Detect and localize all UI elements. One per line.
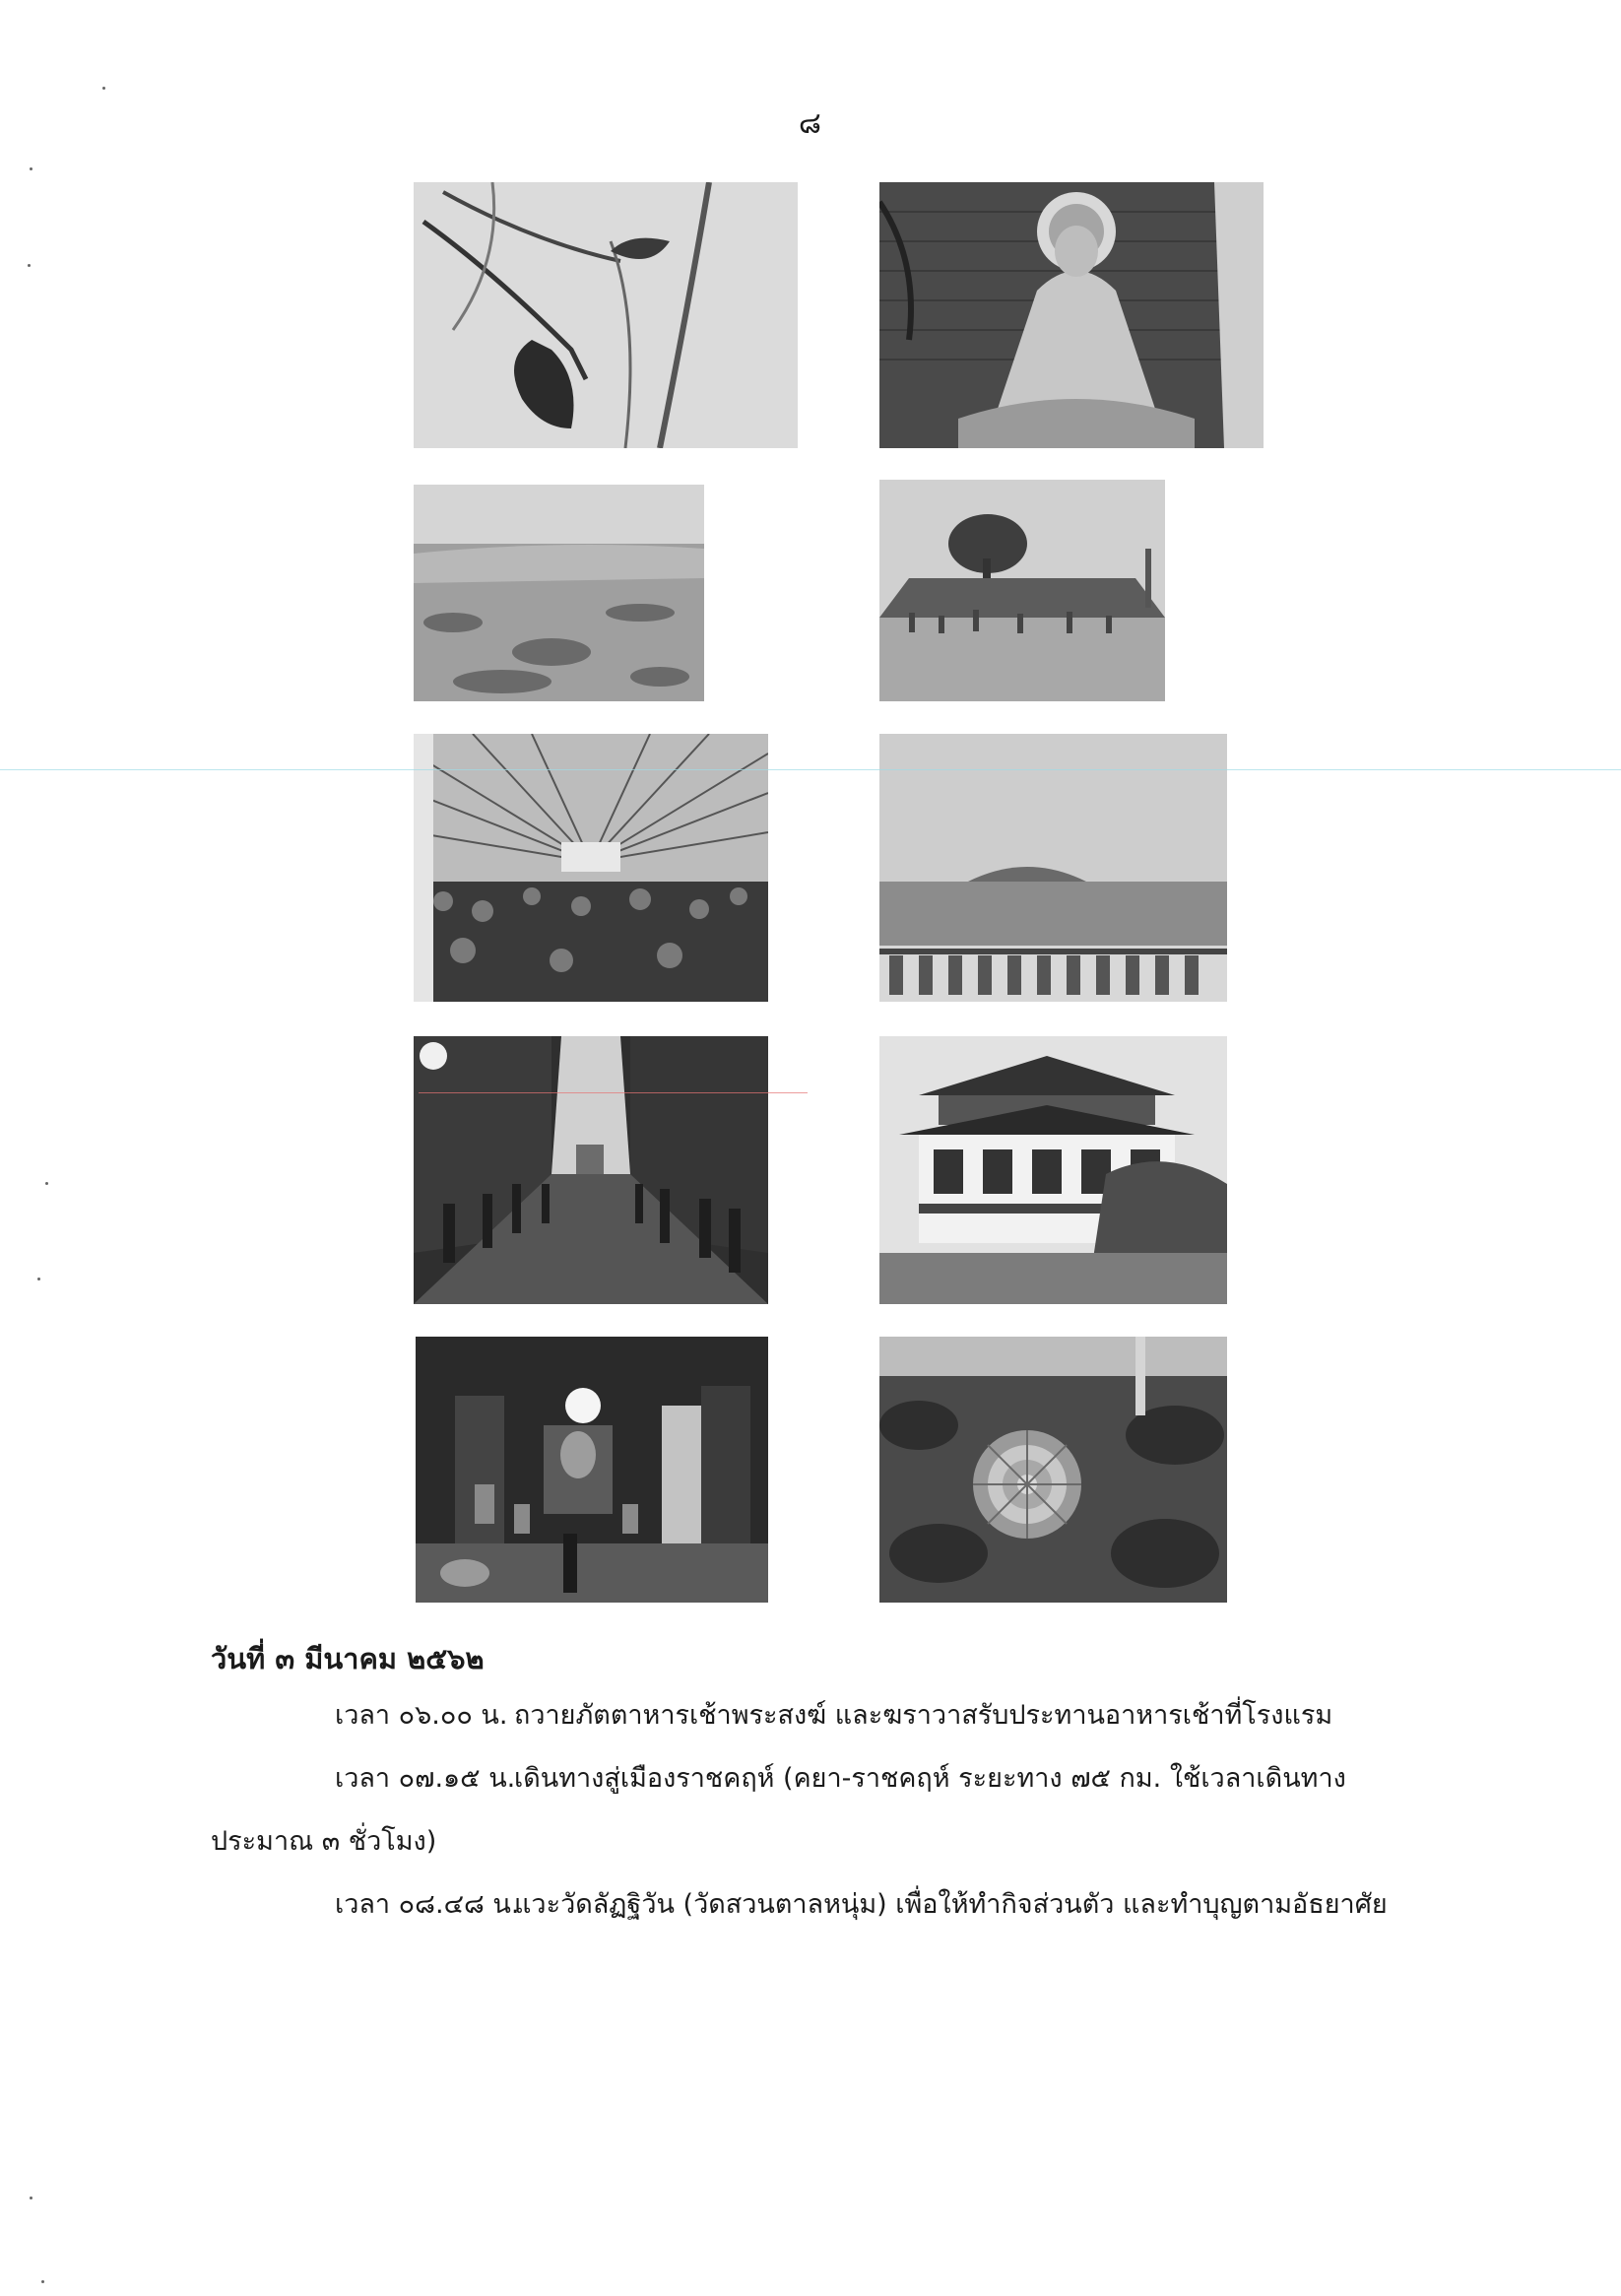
- dahlia-flower-photo: [879, 1337, 1227, 1603]
- scan-speck: [28, 264, 31, 267]
- schedule-time: เวลา ๐๘.๔๘ น.: [335, 1889, 520, 1920]
- seated-buddha-photo: [879, 182, 1264, 448]
- scan-speck: [41, 2280, 44, 2283]
- bodhi-leaf-photo: [414, 182, 798, 448]
- scan-artifact-line: [419, 1092, 808, 1093]
- page-number: ๘: [798, 106, 823, 141]
- stupa-mound-with-tree-photo: [879, 480, 1165, 701]
- ruined-stupa-field-photo: [879, 734, 1227, 1002]
- crowded-pavilion-interior-photo: [414, 734, 768, 1002]
- schedule-time: เวลา ๐๖.๐๐ น.: [335, 1700, 508, 1731]
- scan-speck: [45, 1182, 48, 1185]
- schedule-time: เวลา ๐๗.๑๕ น.: [335, 1763, 516, 1794]
- schedule-text: เดินทางสู่เมืองราชคฤห์ (คยา-ราชคฤห์ ระยะทาง ๗๕ กม. ใช้เวลาเดินทาง: [514, 1763, 1346, 1794]
- schedule-continuation: ประมาณ ๓ ชั่วโมง): [211, 1826, 437, 1857]
- scan-speck: [102, 87, 105, 90]
- bhutanese-temple-photo: [879, 1036, 1227, 1304]
- riverbed-landscape-photo: [414, 485, 704, 701]
- date-heading: วันที่ ๓ มีนาคม ๒๕๖๒: [211, 1642, 485, 1675]
- schedule-text: แวะวัดลัฏฐิวัน (วัดสวนตาลหนุ่ม) เพื่อให้ทำกิจส่วนตัว และทำบุญตามอัธยาศัย: [514, 1889, 1388, 1920]
- scan-artifact-line: [0, 769, 1621, 770]
- scan-speck: [30, 167, 32, 170]
- shrine-altar-interior-photo: [416, 1337, 768, 1603]
- scan-speck: [37, 1278, 40, 1280]
- tree-lined-walkway-photo: [414, 1036, 768, 1304]
- scan-speck: [30, 2197, 32, 2199]
- schedule-text: ถวายภัตตาหารเช้าพระสงฆ์ และฆราวาสรับประทานอาหารเช้าที่โรงแรม: [514, 1700, 1333, 1731]
